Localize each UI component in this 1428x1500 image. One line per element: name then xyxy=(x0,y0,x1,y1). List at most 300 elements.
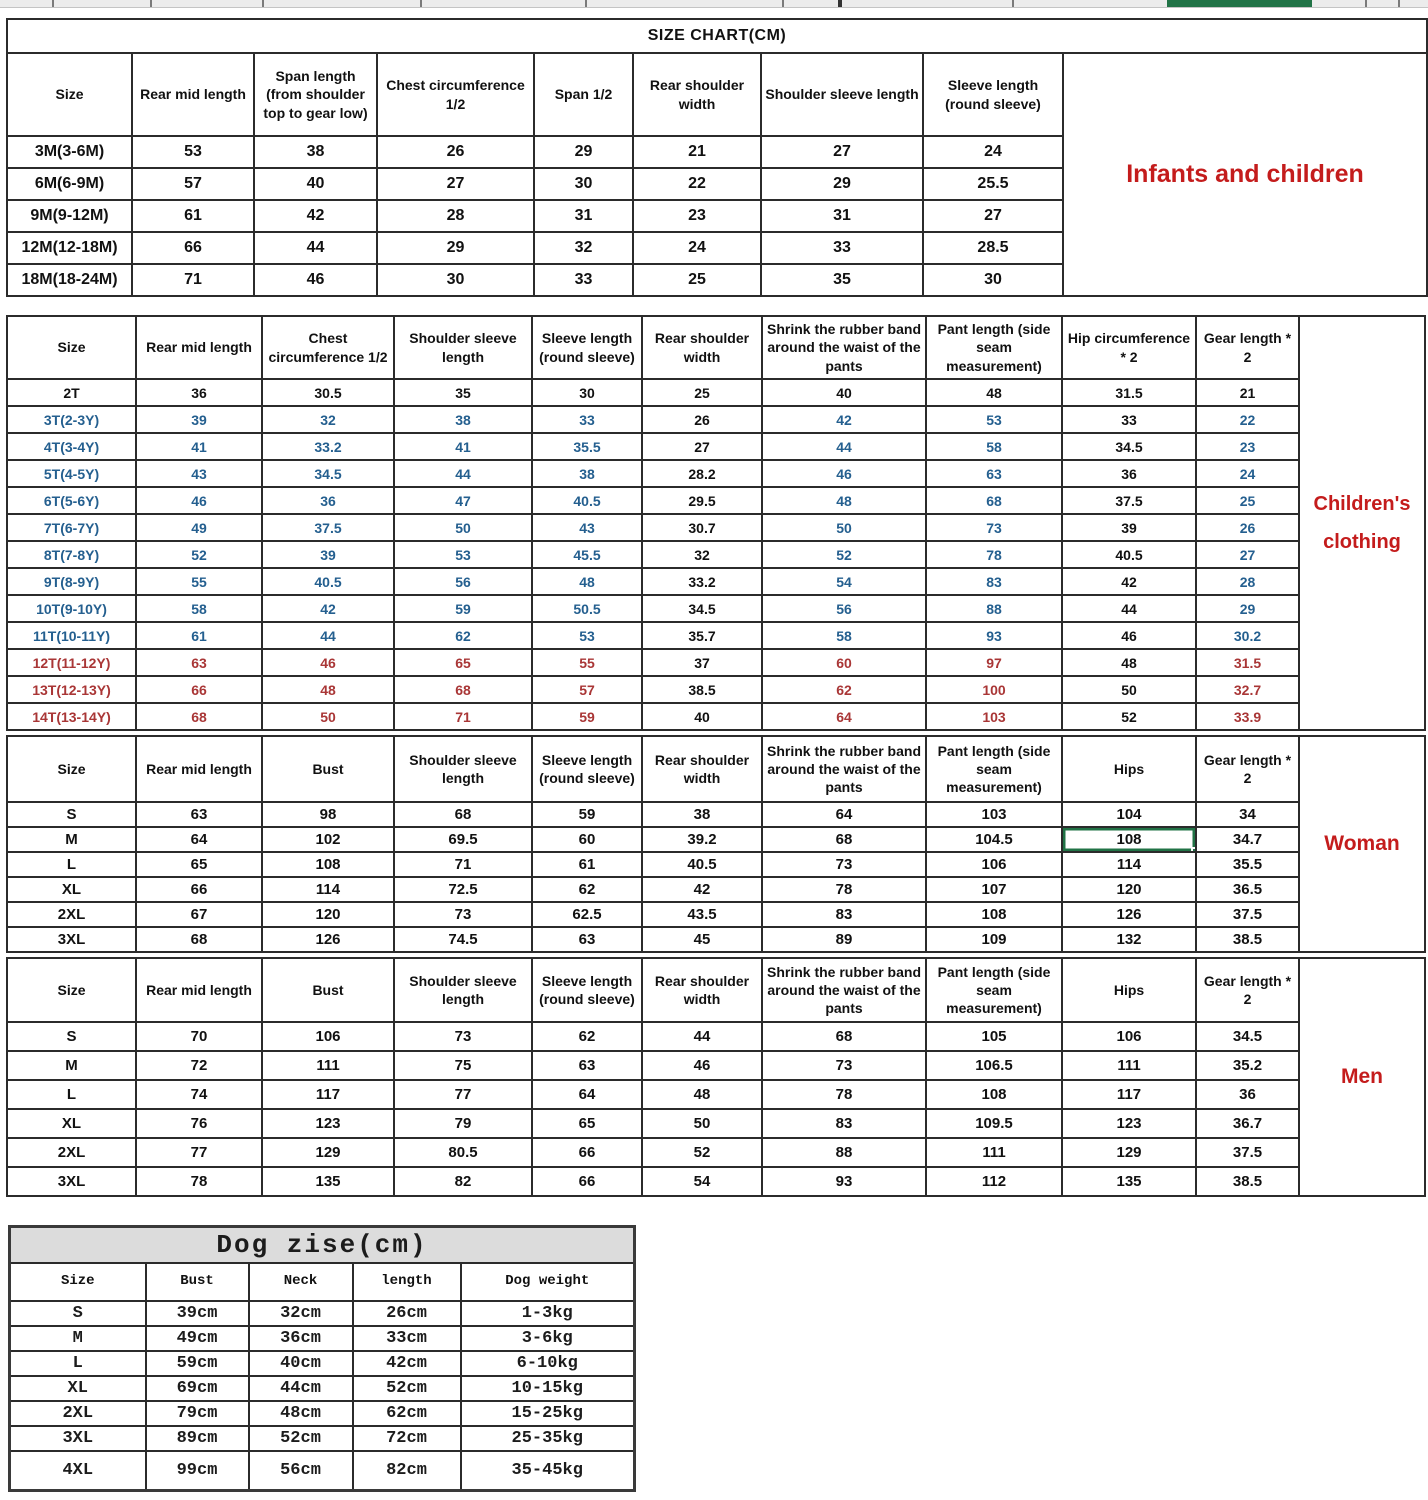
selected-cell: 108 xyxy=(1062,827,1196,852)
value-cell: 31 xyxy=(534,200,633,232)
table-row xyxy=(10,1351,635,1376)
value-cell: 36.7 xyxy=(1196,1109,1299,1138)
row-size-cell: 2XL xyxy=(10,1401,146,1426)
column-header: Neck xyxy=(249,1263,353,1301)
value-cell: 46 xyxy=(262,649,394,676)
value-cell: 48 xyxy=(532,568,642,595)
value-cell: 72 xyxy=(136,1051,262,1080)
column-header: Sleeve length (round sleeve) xyxy=(532,316,642,379)
column-header: Shoulder sleeve length xyxy=(394,736,532,802)
value-cell: 83 xyxy=(762,902,926,927)
value-cell: 30.7 xyxy=(642,514,762,541)
value-cell: 48 xyxy=(926,379,1062,406)
column-header: Shrink the rubber band around the waist of the pants xyxy=(762,958,926,1022)
value-cell: 37.5 xyxy=(1196,902,1299,927)
value-cell: 36 xyxy=(1062,460,1196,487)
dog-table-body xyxy=(10,1227,635,1491)
column-header: Pant length (side seam measurement) xyxy=(926,958,1062,1022)
value-cell: 43 xyxy=(136,460,262,487)
row-size-cell: 4T(3-4Y) xyxy=(7,433,136,460)
value-cell: 28 xyxy=(1196,568,1299,595)
value-cell: 44 xyxy=(642,1022,762,1051)
children-table-body xyxy=(7,316,1425,730)
column-header: Pant length (side seam measurement) xyxy=(926,316,1062,379)
column-header: Dog weight xyxy=(461,1263,635,1301)
value-cell: 45.5 xyxy=(532,541,642,568)
value-cell: 35.5 xyxy=(1196,852,1299,877)
value-cell: 68 xyxy=(136,703,262,730)
men-table-body xyxy=(7,958,1425,1196)
value-cell: 132 xyxy=(1062,927,1196,952)
value-cell: 22 xyxy=(1196,406,1299,433)
column-header: Size xyxy=(7,958,136,1022)
value-cell: 68 xyxy=(136,927,262,952)
woman-size-table xyxy=(6,735,1426,953)
value-cell: 111 xyxy=(1062,1051,1196,1080)
row-size-cell: S xyxy=(10,1301,146,1326)
value-cell: 48 xyxy=(1062,649,1196,676)
value-cell: 6-10kg xyxy=(461,1351,635,1376)
header-row xyxy=(7,316,1425,379)
value-cell: 66 xyxy=(532,1167,642,1196)
value-cell: 24 xyxy=(633,232,761,264)
value-cell: 50 xyxy=(394,514,532,541)
value-cell: 79 xyxy=(394,1109,532,1138)
table-row xyxy=(7,1109,1425,1138)
column-header: Pant length (side seam measurement) xyxy=(926,736,1062,802)
grid-tick xyxy=(838,0,842,7)
value-cell: 43 xyxy=(532,514,642,541)
value-cell: 53 xyxy=(394,541,532,568)
group-label-woman: Woman xyxy=(1299,736,1425,952)
value-cell: 55 xyxy=(532,649,642,676)
value-cell: 31.5 xyxy=(1196,649,1299,676)
row-size-cell: 18M(18-24M) xyxy=(7,264,132,296)
value-cell: 68 xyxy=(762,1022,926,1051)
infants-table-body xyxy=(7,19,1427,296)
value-cell: 63 xyxy=(136,802,262,827)
value-cell: 34.7 xyxy=(1196,827,1299,852)
column-header: Rear shoulder width xyxy=(642,958,762,1022)
value-cell: 44 xyxy=(254,232,377,264)
value-cell: 129 xyxy=(1062,1138,1196,1167)
row-size-cell: 7T(6-7Y) xyxy=(7,514,136,541)
column-header: length xyxy=(353,1263,461,1301)
value-cell: 33.9 xyxy=(1196,703,1299,730)
value-cell: 66 xyxy=(532,1138,642,1167)
value-cell: 35.2 xyxy=(1196,1051,1299,1080)
value-cell: 32.7 xyxy=(1196,676,1299,703)
value-cell: 104.5 xyxy=(926,827,1062,852)
value-cell: 35.5 xyxy=(532,433,642,460)
column-header: Bust xyxy=(146,1263,249,1301)
value-cell: 41 xyxy=(394,433,532,460)
value-cell: 33.2 xyxy=(262,433,394,460)
value-cell: 28.5 xyxy=(923,232,1063,264)
table-row xyxy=(7,595,1425,622)
value-cell: 45 xyxy=(642,927,762,952)
value-cell: 114 xyxy=(262,877,394,902)
column-header: Sleeve length (round sleeve) xyxy=(923,53,1063,136)
value-cell: 62 xyxy=(762,676,926,703)
value-cell: 70 xyxy=(136,1022,262,1051)
value-cell: 39 xyxy=(262,541,394,568)
value-cell: 73 xyxy=(926,514,1062,541)
value-cell: 24 xyxy=(923,136,1063,168)
value-cell: 44 xyxy=(262,622,394,649)
column-header: Size xyxy=(7,736,136,802)
value-cell: 44cm xyxy=(249,1376,353,1401)
value-cell: 109 xyxy=(926,927,1062,952)
value-cell: 50 xyxy=(262,703,394,730)
value-cell: 29 xyxy=(377,232,534,264)
value-cell: 32 xyxy=(642,541,762,568)
infants-size-table xyxy=(6,18,1428,297)
column-header: Rear mid length xyxy=(132,53,254,136)
value-cell: 41 xyxy=(136,433,262,460)
value-cell: 129 xyxy=(262,1138,394,1167)
value-cell: 33 xyxy=(1062,406,1196,433)
value-cell: 40 xyxy=(254,168,377,200)
value-cell: 63 xyxy=(136,649,262,676)
value-cell: 33.2 xyxy=(642,568,762,595)
value-cell: 64 xyxy=(762,703,926,730)
row-size-cell: 4XL xyxy=(10,1451,146,1491)
value-cell: 135 xyxy=(1062,1167,1196,1196)
value-cell: 78 xyxy=(762,1080,926,1109)
value-cell: 73 xyxy=(762,852,926,877)
value-cell: 27 xyxy=(1196,541,1299,568)
value-cell: 30 xyxy=(923,264,1063,296)
value-cell: 40.5 xyxy=(532,487,642,514)
value-cell: 82cm xyxy=(353,1451,461,1491)
value-cell: 26cm xyxy=(353,1301,461,1326)
value-cell: 56 xyxy=(762,595,926,622)
row-size-cell: 9T(8-9Y) xyxy=(7,568,136,595)
column-header: Sleeve length (round sleeve) xyxy=(532,958,642,1022)
value-cell: 62 xyxy=(532,877,642,902)
column-header: Rear shoulder width xyxy=(642,316,762,379)
value-cell: 53 xyxy=(132,136,254,168)
table-row xyxy=(7,406,1425,433)
value-cell: 73 xyxy=(394,902,532,927)
value-cell: 27 xyxy=(923,200,1063,232)
value-cell: 71 xyxy=(394,703,532,730)
grid-tick xyxy=(262,0,264,7)
row-size-cell: 14T(13-14Y) xyxy=(7,703,136,730)
header-row xyxy=(7,958,1425,1022)
table-row xyxy=(10,1301,635,1326)
value-cell: 30 xyxy=(532,379,642,406)
value-cell: 15-25kg xyxy=(461,1401,635,1426)
value-cell: 39 xyxy=(136,406,262,433)
value-cell: 52 xyxy=(136,541,262,568)
value-cell: 62.5 xyxy=(532,902,642,927)
value-cell: 114 xyxy=(1062,852,1196,877)
value-cell: 40.5 xyxy=(1062,541,1196,568)
value-cell: 106 xyxy=(926,852,1062,877)
value-cell: 65 xyxy=(532,1109,642,1138)
value-cell: 120 xyxy=(1062,877,1196,902)
value-cell: 43.5 xyxy=(642,902,762,927)
row-size-cell: 9M(9-12M) xyxy=(7,200,132,232)
column-header: Rear shoulder width xyxy=(642,736,762,802)
value-cell: 97 xyxy=(926,649,1062,676)
column-header: Chest circumference 1/2 xyxy=(262,316,394,379)
table-row xyxy=(7,676,1425,703)
header-row xyxy=(7,53,1427,136)
value-cell: 28.2 xyxy=(642,460,762,487)
value-cell: 31.5 xyxy=(1062,379,1196,406)
column-header: Span length (from shoulder top to gear low) xyxy=(254,53,377,136)
value-cell: 36 xyxy=(262,487,394,514)
group-label-children: Children's clothing xyxy=(1299,316,1425,730)
value-cell: 60 xyxy=(532,827,642,852)
value-cell: 29 xyxy=(534,136,633,168)
value-cell: 50 xyxy=(642,1109,762,1138)
table-row xyxy=(7,927,1425,952)
value-cell: 46 xyxy=(136,487,262,514)
value-cell: 44 xyxy=(1062,595,1196,622)
value-cell: 52cm xyxy=(249,1426,353,1451)
row-size-cell: 12M(12-18M) xyxy=(7,232,132,264)
row-size-cell: L xyxy=(7,1080,136,1109)
value-cell: 23 xyxy=(633,200,761,232)
value-cell: 38 xyxy=(394,406,532,433)
chart-title: SIZE CHART(CM) xyxy=(7,19,1427,53)
grid-tick xyxy=(150,0,152,7)
column-header: Gear length * 2 xyxy=(1196,958,1299,1022)
table-row xyxy=(7,1080,1425,1109)
value-cell: 83 xyxy=(762,1109,926,1138)
value-cell: 78 xyxy=(762,877,926,902)
value-cell: 23 xyxy=(1196,433,1299,460)
value-cell: 71 xyxy=(132,264,254,296)
value-cell: 68 xyxy=(926,487,1062,514)
column-header: Rear mid length xyxy=(136,736,262,802)
value-cell: 34 xyxy=(1196,802,1299,827)
value-cell: 25 xyxy=(642,379,762,406)
value-cell: 62 xyxy=(394,622,532,649)
row-size-cell: 6M(6-9M) xyxy=(7,168,132,200)
value-cell: 66 xyxy=(136,676,262,703)
value-cell: 27 xyxy=(377,168,534,200)
value-cell: 38.5 xyxy=(1196,927,1299,952)
value-cell: 55 xyxy=(136,568,262,595)
value-cell: 126 xyxy=(262,927,394,952)
table-row xyxy=(7,541,1425,568)
value-cell: 111 xyxy=(262,1051,394,1080)
value-cell: 68 xyxy=(762,827,926,852)
value-cell: 123 xyxy=(1062,1109,1196,1138)
value-cell: 44 xyxy=(762,433,926,460)
value-cell: 58 xyxy=(926,433,1062,460)
value-cell: 30 xyxy=(534,168,633,200)
table-row xyxy=(7,1167,1425,1196)
value-cell: 30.2 xyxy=(1196,622,1299,649)
value-cell: 57 xyxy=(532,676,642,703)
row-size-cell: 10T(9-10Y) xyxy=(7,595,136,622)
row-size-cell: S xyxy=(7,802,136,827)
row-size-cell: 12T(11-12Y) xyxy=(7,649,136,676)
value-cell: 56cm xyxy=(249,1451,353,1491)
children-size-table xyxy=(6,315,1426,731)
value-cell: 66 xyxy=(136,877,262,902)
woman-table-body xyxy=(7,736,1425,952)
value-cell: 40 xyxy=(762,379,926,406)
value-cell: 58 xyxy=(762,622,926,649)
value-cell: 69cm xyxy=(146,1376,249,1401)
value-cell: 42 xyxy=(1062,568,1196,595)
value-cell: 42 xyxy=(254,200,377,232)
value-cell: 74 xyxy=(136,1080,262,1109)
value-cell: 50 xyxy=(762,514,926,541)
value-cell: 106 xyxy=(262,1022,394,1051)
value-cell: 34.5 xyxy=(262,460,394,487)
value-cell: 73 xyxy=(762,1051,926,1080)
value-cell: 1-3kg xyxy=(461,1301,635,1326)
column-header: Gear length * 2 xyxy=(1196,316,1299,379)
value-cell: 102 xyxy=(262,827,394,852)
value-cell: 88 xyxy=(762,1138,926,1167)
men-size-table xyxy=(6,957,1426,1197)
row-size-cell: 3XL xyxy=(7,927,136,952)
selected-column-indicator xyxy=(1167,0,1312,7)
value-cell: 93 xyxy=(762,1167,926,1196)
grid-tick xyxy=(52,0,54,7)
table-row xyxy=(7,827,1425,852)
value-cell: 38 xyxy=(254,136,377,168)
value-cell: 117 xyxy=(262,1080,394,1109)
value-cell: 82 xyxy=(394,1167,532,1196)
header-row xyxy=(7,736,1425,802)
value-cell: 68 xyxy=(394,802,532,827)
value-cell: 46 xyxy=(1062,622,1196,649)
value-cell: 27 xyxy=(761,136,923,168)
value-cell: 65 xyxy=(394,649,532,676)
row-size-cell: 3T(2-3Y) xyxy=(7,406,136,433)
value-cell: 32 xyxy=(262,406,394,433)
value-cell: 49 xyxy=(136,514,262,541)
column-header: Rear mid length xyxy=(136,316,262,379)
value-cell: 99cm xyxy=(146,1451,249,1491)
row-size-cell: 2XL xyxy=(7,902,136,927)
grid-tick xyxy=(1398,0,1400,7)
table-row xyxy=(7,877,1425,902)
table-row xyxy=(7,514,1425,541)
value-cell: 40cm xyxy=(249,1351,353,1376)
value-cell: 83 xyxy=(926,568,1062,595)
value-cell: 59 xyxy=(394,595,532,622)
group-label-men: Men xyxy=(1299,958,1425,1196)
column-header: Hip circumference * 2 xyxy=(1062,316,1196,379)
value-cell: 50.5 xyxy=(532,595,642,622)
value-cell: 33 xyxy=(532,406,642,433)
value-cell: 73 xyxy=(394,1022,532,1051)
value-cell: 54 xyxy=(762,568,926,595)
table-row xyxy=(7,1138,1425,1167)
table-row xyxy=(10,1451,635,1491)
value-cell: 67 xyxy=(136,902,262,927)
value-cell: 30 xyxy=(377,264,534,296)
value-cell: 33 xyxy=(534,264,633,296)
dog-table-title-row xyxy=(10,1227,635,1263)
column-header: Sleeve length (round sleeve) xyxy=(532,736,642,802)
value-cell: 30.5 xyxy=(262,379,394,406)
spreadsheet-top-edge xyxy=(0,0,1428,8)
table-row xyxy=(7,649,1425,676)
value-cell: 65 xyxy=(136,852,262,877)
value-cell: 34.5 xyxy=(642,595,762,622)
value-cell: 46 xyxy=(254,264,377,296)
value-cell: 39cm xyxy=(146,1301,249,1326)
value-cell: 37.5 xyxy=(1196,1138,1299,1167)
value-cell: 56 xyxy=(394,568,532,595)
dog-size-table xyxy=(8,1225,636,1492)
value-cell: 48 xyxy=(762,487,926,514)
value-cell: 89 xyxy=(762,927,926,952)
value-cell: 38 xyxy=(532,460,642,487)
value-cell: 48cm xyxy=(249,1401,353,1426)
value-cell: 22 xyxy=(633,168,761,200)
grid-tick xyxy=(782,0,784,7)
value-cell: 123 xyxy=(262,1109,394,1138)
chart-title-row xyxy=(7,19,1427,53)
value-cell: 34.5 xyxy=(1062,433,1196,460)
column-header: Span 1/2 xyxy=(534,53,633,136)
value-cell: 36cm xyxy=(249,1326,353,1351)
row-size-cell: 2XL xyxy=(7,1138,136,1167)
value-cell: 48 xyxy=(642,1080,762,1109)
value-cell: 37.5 xyxy=(1062,487,1196,514)
value-cell: 78 xyxy=(136,1167,262,1196)
value-cell: 33 xyxy=(761,232,923,264)
column-header: Size xyxy=(7,316,136,379)
value-cell: 49cm xyxy=(146,1326,249,1351)
value-cell: 52 xyxy=(762,541,926,568)
value-cell: 109.5 xyxy=(926,1109,1062,1138)
grid-tick xyxy=(1012,0,1014,7)
row-size-cell: 3XL xyxy=(7,1167,136,1196)
value-cell: 44 xyxy=(394,460,532,487)
column-header: Shrink the rubber band around the waist of the pants xyxy=(762,736,926,802)
value-cell: 80.5 xyxy=(394,1138,532,1167)
value-cell: 106.5 xyxy=(926,1051,1062,1080)
column-header: Size xyxy=(7,53,132,136)
table-row xyxy=(10,1376,635,1401)
value-cell: 29 xyxy=(761,168,923,200)
value-cell: 40.5 xyxy=(262,568,394,595)
row-size-cell: L xyxy=(7,852,136,877)
table-row xyxy=(7,622,1425,649)
table-row xyxy=(7,902,1425,927)
value-cell: 40 xyxy=(642,703,762,730)
table-row xyxy=(7,852,1425,877)
row-size-cell: XL xyxy=(10,1376,146,1401)
value-cell: 36.5 xyxy=(1196,877,1299,902)
value-cell: 25-35kg xyxy=(461,1426,635,1451)
value-cell: 52 xyxy=(1062,703,1196,730)
table-row xyxy=(7,379,1425,406)
value-cell: 72.5 xyxy=(394,877,532,902)
value-cell: 48 xyxy=(262,676,394,703)
value-cell: 38.5 xyxy=(1196,1167,1299,1196)
value-cell: 107 xyxy=(926,877,1062,902)
column-header: Chest circumference 1/2 xyxy=(377,53,534,136)
value-cell: 61 xyxy=(132,200,254,232)
value-cell: 108 xyxy=(926,902,1062,927)
value-cell: 33cm xyxy=(353,1326,461,1351)
